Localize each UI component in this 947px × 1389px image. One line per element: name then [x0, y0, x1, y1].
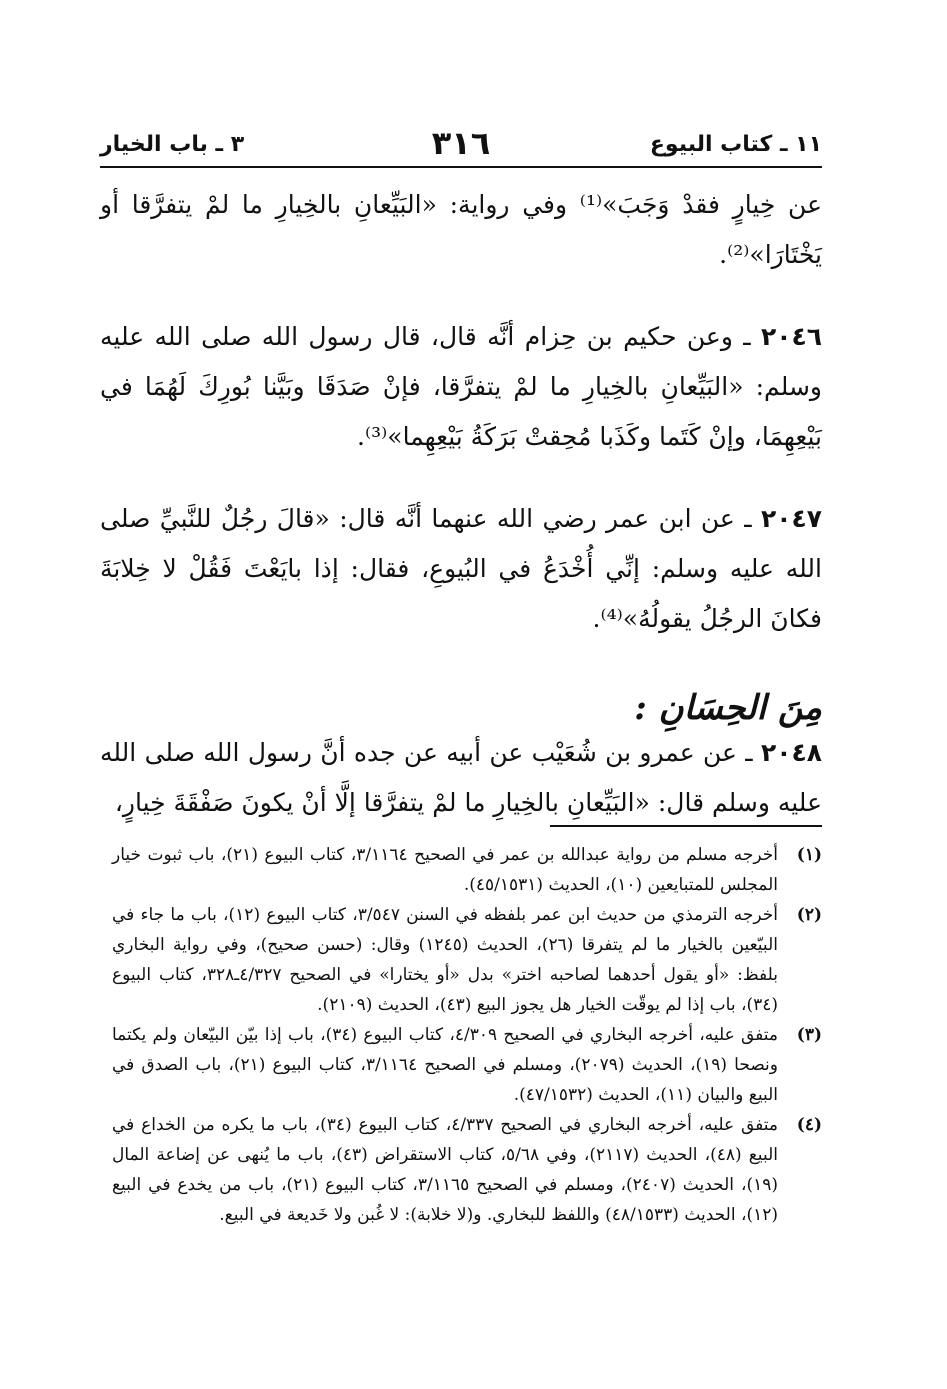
hadith-text: ـ عن ابن عمر رضي الله عنهما أنَّه قال: «قالَ رجُلٌ للنَّبيِّ صلى الله عليه وسلم: إنِّي أُخْدَعُ في البُيوعِ، فقال: إذا بايَعْتَ فَقُلْ لا خِلابَةَ فكانَ الرجُلُ يقولُهُ»⁽⁴⁾. — [100, 504, 822, 633]
footnote-text: أخرجه مسلم من رواية عبدالله بن عمر في الصحيح ٣/١١٦٤، كتاب البيوع (٢١)، باب ثبوت خيار المجلس للمتبايعين (١٠)، الحديث (٤٥/١٥٣١). — [112, 845, 779, 895]
footnotes — [112, 840, 822, 1230]
hadith-2048 — [100, 728, 822, 828]
chapter-title: ١١ ـ كتاب البيوع — [649, 132, 822, 157]
footnote-2 — [112, 900, 822, 1020]
section-heading: مِنَ الحِسَانِ : — [634, 688, 822, 728]
footnote-number: (١) — [796, 845, 822, 865]
footnote-number: (٣) — [796, 1025, 822, 1045]
hadith-2046 — [100, 312, 822, 462]
footnote-4 — [112, 1110, 822, 1230]
footnote-number: (٤) — [796, 1115, 822, 1135]
hadith-text: ـ وعن حكيم بن حِزام أنَّه قال، قال رسول الله صلى الله عليه وسلم: «البَيِّعانِ بالخِيارِ ما لمْ يتفرَّقا، فإنْ صَدَقَا وبَيَّنا بُورِكَ لَهُمَا في بَيْعِهِمَا، وإنْ كَتَما وكَذَبا مُحِقتْ بَرَكَةُ بَيْعِهِما»⁽³⁾. — [100, 322, 822, 451]
footnote-1 — [112, 840, 822, 900]
section-title-header: ٣ ـ باب الخيار — [100, 132, 245, 157]
main-text — [100, 180, 822, 828]
footnote-text: متفق عليه، أخرجه البخاري في الصحيح ٤/٣٣٧، كتاب البيوع (٣٤)، باب ما يكره من الخداع في البيع (٤٨)، الحديث (٢١١٧)، وفي ٥/٦٨، كتاب الاستقراض (٤٣)، باب ما يُنهى عن إضاعة المال (١٩)، الحديث (٢٤٠٧)، ومسلم في الصحيح ٣/١١٦٥، كتاب البيوع (٢١)، باب من يخدع في البيع (١٢)، الحديث (٤٨/١٥٣٣) واللفظ للبخاري. و(لا خلابة): لا غُبن ولا خَديعة في البيع. — [112, 1115, 778, 1225]
hadith-text: ـ عن عمرو بن شُعَيْب عن أبيه عن جده أنَّ رسول الله صلى الله عليه وسلم قال: «البَيِّعانِ بالخِيارِ ما لمْ يتفرَّقا إلَّا أنْ يكونَ صَفْقَةَ خِيارٍ، — [100, 738, 822, 817]
paragraph-continuation — [100, 180, 822, 280]
hadith-number: ٢٠٤٧ — [760, 504, 822, 533]
footnote-number: (٢) — [796, 905, 822, 925]
footnote-text: متفق عليه، أخرجه البخاري في الصحيح ٤/٣٠٩، كتاب البيوع (٣٤)، باب إذا بيّن البيّعان ولم يكتما ونصحا (١٩)، الحديث (٢٠٧٩)، ومسلم في الصحيح ٣/١١٦٤، كتاب البيوع (٢١)، باب الصدق في البيع والبيان (١١)، الحديث (٤٧/١٥٣٢). — [112, 1025, 779, 1105]
page-header — [100, 122, 822, 168]
footnote-text: أخرجه الترمذي من حديث ابن عمر بلفظه في السنن ٣/٥٤٧، كتاب البيوع (١٢)، باب ما جاء في البيّعين بالخيار ما لم يتفرقا (٢٦)، الحديث (١٢٤٥) وقال: (حسن صحيح)، وفي رواية البخاري بلفظ: «أو يقول أحدهما لصاحبه اختر» بدل «أو يختارا» في الصحيح ٤/٣٢٧ـ٣٢٨، كتاب البيوع (٣٤)، باب إذا لم يوقّت الخيار هل يجوز البيع (٤٣)، الحديث (٢١٠٩). — [112, 905, 778, 1015]
footnote-3 — [112, 1020, 822, 1110]
hadith-number: ٢٠٤٦ — [760, 322, 822, 351]
hadith-2047 — [100, 494, 822, 644]
hadith-number: ٢٠٤٨ — [760, 738, 822, 767]
paragraph-text: عن خِيارٍ فقدْ وَجَبَ»⁽¹⁾ وفي رواية: «البَيِّعانِ بالخِيارِ ما لمْ يتفرَّقا أو يَخْتَارَا»⁽²⁾. — [100, 190, 822, 269]
footnote-separator — [550, 825, 822, 827]
page-number: ٣١٦ — [431, 124, 491, 162]
